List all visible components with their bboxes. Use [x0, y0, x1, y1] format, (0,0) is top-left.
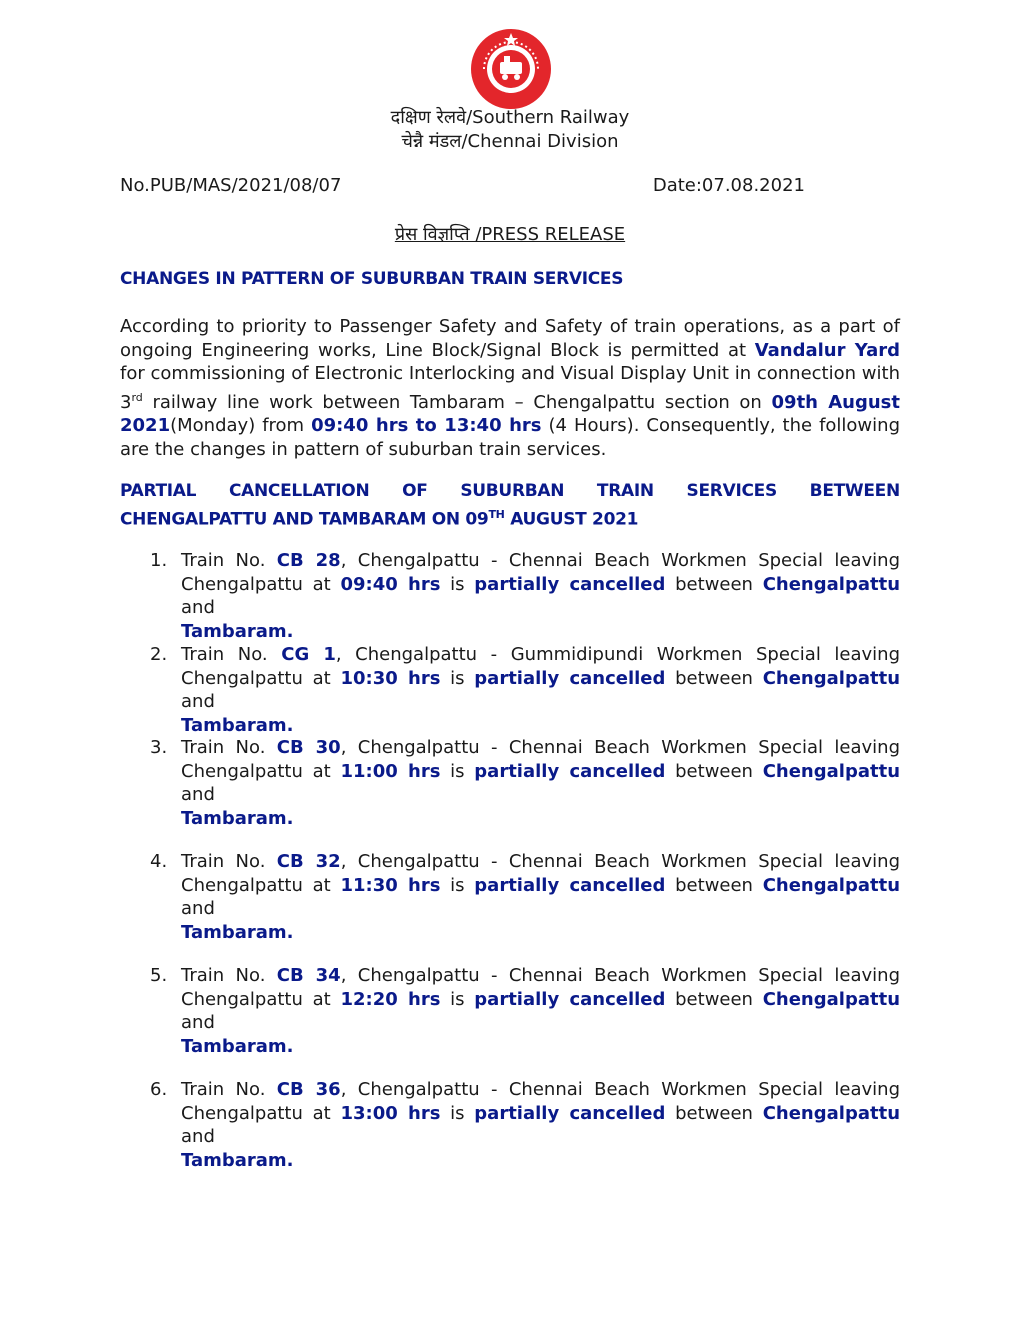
connector-text: and: [181, 1012, 215, 1033]
subheading-text: AUGUST 2021: [504, 509, 639, 530]
connector-text: between: [665, 573, 763, 595]
leaving-text: leaving Chengalpattu at: [181, 644, 901, 689]
train-no-label: Train No.: [181, 851, 277, 872]
subheading-text: CHENGALPATTU AND TAMBARAM ON 09: [120, 509, 489, 530]
document-title: CHANGES IN PATTERN OF SUBURBAN TRAIN SERVICES: [120, 269, 624, 289]
intro-location: Vandalur Yard: [754, 339, 900, 361]
train-route: , Chengalpattu - Chennai Beach Workmen Special: [340, 965, 824, 986]
item-number: 1.: [150, 550, 168, 571]
indian-railways-logo: [470, 28, 552, 110]
connector-text: and: [181, 1126, 215, 1147]
item-number: 4.: [150, 851, 168, 872]
connector-text: and: [181, 691, 215, 712]
train-no-label: Train No.: [181, 965, 277, 986]
train-route: , Chengalpattu - Chennai Beach Workmen Special: [340, 550, 824, 571]
item-text: [181, 736, 900, 830]
item-number: 5.: [150, 965, 168, 986]
connector-text: between: [665, 874, 763, 896]
list-item: [150, 850, 900, 944]
to-station: Tambaram.: [181, 807, 294, 829]
intro-paragraph: [120, 315, 900, 461]
connector-text: is: [440, 874, 475, 896]
item-text: [181, 850, 900, 944]
to-station: Tambaram.: [181, 714, 294, 736]
intro-time: 09:40 hrs to 13:40 hrs: [311, 415, 542, 436]
leaving-text: leaving Chengalpattu at: [181, 965, 900, 1010]
subheading-line-1: [120, 479, 900, 503]
subheading-word: OF: [402, 481, 428, 501]
connector-text: between: [665, 667, 763, 689]
subheading-word: PARTIAL: [120, 481, 197, 501]
reference-number: No.PUB/MAS/2021/08/07: [120, 175, 342, 196]
division-name: चेन्नै मंडल/Chennai Division: [401, 131, 619, 152]
train-route: , Chengalpattu - Chennai Beach Workmen Special: [340, 1079, 824, 1100]
list-item: [150, 1078, 900, 1172]
to-station: Tambaram.: [181, 921, 294, 943]
item-text: [181, 643, 900, 737]
intro-text: (4 Hours). Consequently, the following are the changes in pattern of suburban train services.: [120, 415, 900, 460]
leaving-text: leaving Chengalpattu at: [181, 737, 900, 782]
departure-time: 09:40 hrs: [340, 573, 441, 595]
connector-text: is: [440, 573, 475, 595]
departure-time: 11:00 hrs: [340, 760, 441, 782]
from-station: Chengalpattu: [762, 573, 901, 595]
intro-sup: rd: [131, 390, 143, 404]
from-station: Chengalpattu: [762, 874, 901, 896]
from-station: Chengalpattu: [762, 667, 901, 689]
intro-text: According to priority to Passenger Safety and Safety of train operations, as a part of ongoing Engineering works, Line Block/Signal Block is permitted at: [120, 316, 900, 361]
train-code: CB 36: [276, 1079, 341, 1100]
departure-time: 12:20 hrs: [340, 988, 441, 1010]
to-station: Tambaram.: [181, 1035, 294, 1057]
subheading-word: SERVICES: [686, 481, 777, 501]
train-route: , Chengalpattu - Gummidipundi Workmen Special: [335, 644, 821, 665]
connector-text: and: [181, 784, 215, 805]
train-code: CB 34: [276, 965, 341, 986]
cancellation-status: partially cancelled: [474, 760, 666, 782]
cancellation-status: partially cancelled: [474, 573, 666, 595]
subheading-line-2: [120, 503, 900, 532]
leaving-text: leaving Chengalpattu at: [181, 1079, 900, 1124]
from-station: Chengalpattu: [762, 988, 901, 1010]
to-station: Tambaram.: [181, 620, 294, 642]
train-code: CB 28: [276, 550, 341, 571]
press-release-heading: प्रेस विज्ञप्ति /PRESS RELEASE: [394, 224, 626, 245]
connector-text: is: [440, 988, 475, 1010]
item-number: 2.: [150, 644, 168, 665]
train-no-label: Train No.: [181, 550, 277, 571]
from-station: Chengalpattu: [762, 1102, 901, 1124]
leaving-text: leaving Chengalpattu at: [181, 851, 900, 896]
leaving-text: leaving Chengalpattu at: [181, 550, 900, 595]
subheading-word: TRAIN: [596, 481, 654, 501]
cancellation-status: partially cancelled: [474, 874, 666, 896]
train-code: CB 32: [276, 851, 341, 872]
cancellation-status: partially cancelled: [474, 667, 666, 689]
cancellation-subheading: [120, 479, 900, 532]
from-station: Chengalpattu: [762, 760, 901, 782]
connector-text: and: [181, 898, 215, 919]
train-code: CB 30: [276, 737, 341, 758]
list-item: [150, 549, 900, 643]
connector-text: between: [665, 1102, 763, 1124]
connector-text: between: [665, 760, 763, 782]
train-no-label: Train No.: [181, 737, 277, 758]
connector-text: is: [440, 760, 475, 782]
cancellation-status: partially cancelled: [474, 988, 666, 1010]
train-code: CG 1: [281, 644, 336, 665]
connector-text: between: [665, 988, 763, 1010]
train-route: , Chengalpattu - Chennai Beach Workmen Special: [340, 851, 824, 872]
railway-name: दक्षिण रेलवे/Southern Railway: [390, 107, 630, 128]
to-station: Tambaram.: [181, 1149, 294, 1171]
intro-text: for commissioning of Electronic Interlocking and Visual Display Unit in connection with 3: [120, 363, 900, 413]
connector-text: and: [181, 597, 215, 618]
departure-time: 11:30 hrs: [340, 874, 441, 896]
departure-time: 10:30 hrs: [340, 667, 441, 689]
item-text: [181, 964, 900, 1058]
item-text: [181, 549, 900, 643]
subheading-word: BETWEEN: [809, 481, 900, 501]
intro-date: 09th August 2021: [120, 391, 900, 436]
subheading-word: CANCELLATION: [228, 481, 370, 501]
cancellation-status: partially cancelled: [474, 1102, 666, 1124]
list-item: [150, 964, 900, 1058]
departure-time: 13:00 hrs: [340, 1102, 441, 1124]
connector-text: is: [440, 1102, 475, 1124]
train-route: , Chengalpattu - Chennai Beach Workmen Special: [340, 737, 824, 758]
item-text: [181, 1078, 900, 1172]
item-number: 3.: [150, 737, 168, 758]
list-item: [150, 736, 900, 830]
item-number: 6.: [150, 1079, 168, 1100]
subheading-sup: TH: [488, 508, 505, 521]
subheading-word: SUBURBAN: [460, 481, 565, 501]
intro-text: (Monday) from: [170, 415, 312, 436]
release-date: Date:07.08.2021: [652, 175, 805, 196]
train-no-label: Train No.: [181, 644, 282, 665]
train-no-label: Train No.: [181, 1079, 277, 1100]
list-item: [150, 643, 900, 737]
connector-text: is: [440, 667, 475, 689]
intro-text: railway line work between Tambaram – Chengalpattu section on: [142, 391, 772, 413]
